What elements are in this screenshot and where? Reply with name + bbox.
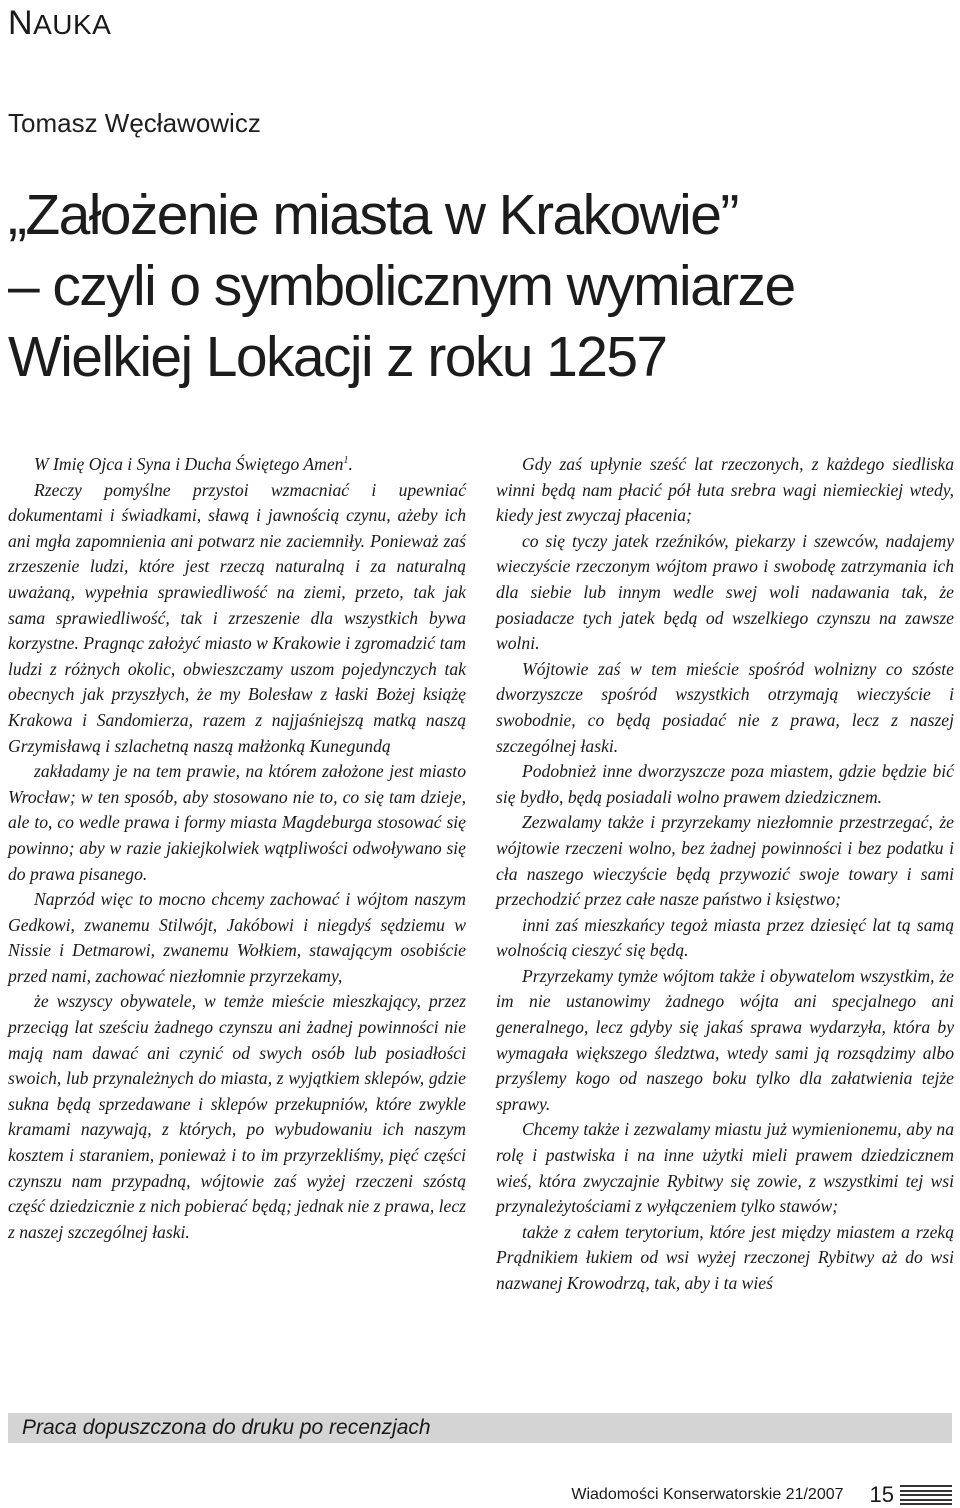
paragraph: Zezwalamy także i przyrzekamy niezłomnie przestrzegać, że wójtowie rzeczeni wolno, bez żadnej powinności i bez podatku i cła naszego wieczyście będą przywozić swoje towary i sami przechodzić przez całe nasze państwo i księstwo; — [496, 812, 954, 910]
journal-name: Wiadomości Konserwatorskie 21/2007 — [571, 1486, 844, 1503]
section-header — [8, 4, 111, 43]
paragraph: Przyrzekamy tymże wójtom także i obywatelom wszystkim, że im nie ustanowimy żadnego wójta ani specjalnego ani generalnego, lecz gdyby się jakaś sprawa wydarzyła, która by wymagała większego śledztwa, wtedy sami ją rozsądzimy albo przyślemy kogo od naszego boku tylko dla załatwienia tejże sprawy. — [496, 965, 954, 1114]
article-title — [8, 180, 948, 393]
left-column — [8, 452, 466, 1245]
paragraph: Wójtowie zaś w tem mieście spośród wolnizny co szóste dworzyszcze spośród wszystkich otrzymają wieczyście i swobodnie, co będą posiadać nie z prawa, lecz z naszej szczególnej łaski. — [496, 658, 954, 756]
paragraph: inni zaś mieszkańcy tegoż miasta przez dziesięć lat tą samą wolnością cieszyć się będą. — [496, 914, 954, 961]
paragraph: zakładamy je na tem prawie, na którem założone jest miasto Wrocław; w ten sposób, aby stosowano nie to, co się tam dzieje, ale to, co wedle prawa i formy miasta Magdeburga stosować się powinno; aby w razie jakiejkolwiek wątpliwości odwoływano się do prawa pisanego. — [8, 761, 466, 884]
paragraph: Chcemy także i zezwalamy miastu już wymienionemu, aby na rolę i pastwiska i na inne użytki mieli prawem dziedzicznem wieś, która zwyczajnie Rybitwy się zowie, z wszystkimi tej wsi przynależytościami z wyłączeniem tylko stawów; — [496, 1119, 954, 1217]
author-name: Tomasz Węcławowicz — [8, 108, 261, 138]
section-initial: N — [8, 4, 34, 42]
page-number: 15 — [869, 1482, 894, 1507]
section-rest: AUKA — [33, 9, 112, 40]
paragraph: także z całem terytorium, które jest między miastem a rzeką Prądnikiem łukiem od wsi wyżej rzeczonej Rybitwy aż do wsi nazwanej Krowodrzą, tak, aby i ta wieś — [496, 1221, 954, 1293]
paragraph: Naprzód więc to mocno chcemy zachować i wójtom naszym Gedkowi, zwanemu Stilwójt, Jakóbowi i niegdyś sędziemu w Nissie i Detmarowi, zwanemu Wołkiem, stawającym osobiście przed nami, zachować niezłomnie przyrzekamy, — [8, 889, 466, 986]
title-line-1: „Założenie miasta w Krakowie” — [8, 183, 738, 247]
paragraph: że wszyscy obywatele, w temże mieście mieszkający, przez przeciąg lat sześciu żadnego czynszu ani żadnej powinności nie mają nam dawać ani czynić od swych osób lub posiadłości swoich, lub przynależnych do miasta, z wyjątkiem sklepów, gdzie sukna będą sprzedawane i sklepów przekupniów, które zwykle kramami nazywają, z których, po wybudowaniu ich naszym kosztem i staraniem, ponieważ i to im przyrzekliśmy, pięć części czynszu nam przypadną, wójtowie zaś wyżej rzeczeni szóstą część dziedzicznie z nich pobierać będą; jednak nie z prawa, lecz z naszej szczególnej łaski. — [8, 991, 466, 1242]
title-line-3: Wielkiej Lokacji z roku 1257 — [8, 325, 667, 389]
paragraph: Gdy zaś upłynie sześć lat rzeczonych, z każdego siedliska winni będą nam płacić pół łuta srebra wagi niemieckiej wtedy, kiedy jest zwyczaj płacenia; — [496, 454, 954, 526]
page-footer — [571, 1482, 952, 1508]
right-column — [496, 452, 954, 1297]
paragraph: co się tyczy jatek rzeźników, piekarzy i szewców, nadajemy wieczyście rzeczonym wójtom prawo i swobodę zatrzymania ich dla siebie lub innym wedle swej woli nadawania tak, że posiadacze tych jatek będą od wszelkiego czynszu na zawsze wolni. — [496, 530, 954, 654]
paragraph: W Imię Ojca i Syna i Ducha Świętego Amen$^1$. — [34, 454, 353, 474]
decorative-lines-icon — [900, 1485, 952, 1505]
paragraph: Podobnież inne dworzyszcze poza miastem, gdzie będzie bić się bydło, będą posiadali wolno prawem dziedzicznem. — [496, 761, 954, 807]
title-line-2: – czyli o symbolicznym wymiarze — [8, 254, 795, 318]
paragraph: Rzeczy pomyślne przystoi wzmacniać i upewniać dokumentami i świadkami, sławą i jawnością czynu, ażeby ich ani mgła zapomnienia ani potwarz nie zaciemniły. Ponieważ zaś zrzeszenie ludzi, które jest rzeczą naturalną i za naturalną uważaną, wypełnia sprawiedliwość na ziemi, przeto, tak jak sama sprawiedliwość, tak i zrzeszenie dla wszystkich bywa korzystne. Pragnąc założyć miasto w Krakowie i zgromadzić tam ludzi z różnych okolic, obwieszczamy uszom pojedynczych tak obecnych jak przyszłych, że my Bolesław z łaski Bożej książę Krakowa i Sandomierza, razem z najjaśniejszą matką naszą Grzymisławą i szlachetną naszą małżonką Kunegundą — [8, 479, 466, 756]
review-note-bar: Praca dopuszczona do druku po recenzjach — [8, 1413, 952, 1443]
footnote-ref[interactable]: 1 — [343, 455, 349, 467]
